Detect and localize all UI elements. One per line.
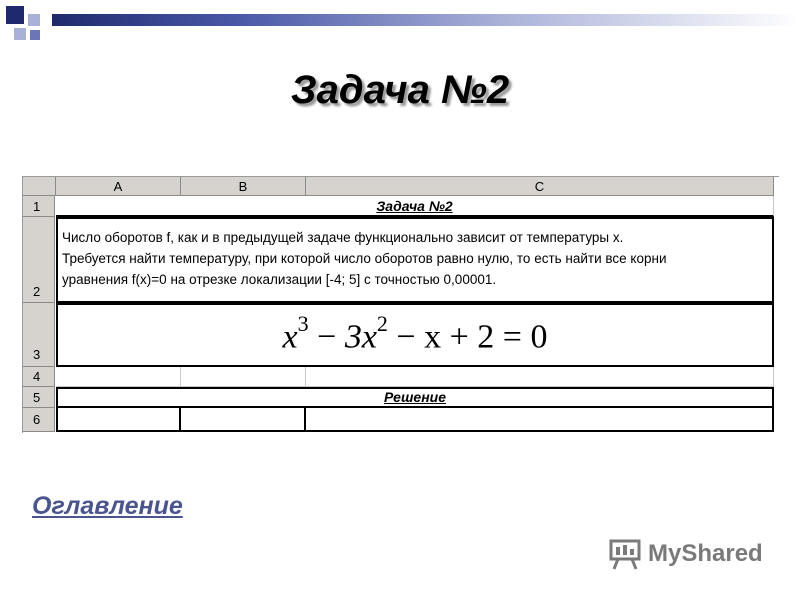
table-of-contents-link[interactable]: Оглавление [32, 492, 183, 520]
cell-b4[interactable] [181, 367, 306, 387]
corner-cell[interactable] [23, 177, 56, 196]
decor-square-1 [6, 6, 24, 24]
eq-rhs: 2 = 0 [477, 318, 548, 356]
cell-a5-merged[interactable] [56, 387, 774, 408]
sheet-task-title: Задача №2 [376, 198, 453, 214]
row-header-1[interactable]: 1 [23, 196, 55, 217]
cell-a3-merged[interactable] [56, 303, 774, 367]
watermark-text: MyShared [648, 540, 763, 567]
cell-a1-merged[interactable] [56, 196, 774, 217]
cell-a6[interactable] [56, 408, 181, 432]
cell-c6[interactable] [306, 408, 774, 432]
cell-b6[interactable] [181, 408, 306, 432]
slide-title: Задача №2 [290, 68, 510, 112]
eq-x: x [282, 318, 298, 356]
watermark [608, 536, 763, 572]
column-header-c[interactable]: C [306, 177, 774, 196]
spreadsheet [22, 176, 779, 433]
eq-minus: − [317, 318, 337, 356]
decor-square-3 [14, 28, 26, 40]
eq-3x: 3x [344, 318, 377, 356]
task-text-line-2: Требуется найти температуру, при которой число оборотов равно нулю, то есть найти все корни [62, 251, 667, 266]
decor-square-2 [28, 14, 40, 26]
row-header-5[interactable]: 5 [23, 387, 55, 408]
solution-heading: Решение [384, 389, 446, 405]
decorative-top-bar [0, 0, 800, 48]
row-header-3[interactable]: 3 [23, 303, 55, 367]
task-text-line-1: Число оборотов f, как и в предыдущей задаче функционально зависит от температуры x. [62, 230, 624, 245]
decor-gradient-bar [52, 14, 800, 26]
cell-c4[interactable] [306, 367, 774, 387]
cell-a4[interactable] [56, 367, 181, 387]
column-header-a[interactable]: A [56, 177, 181, 196]
decor-square-4 [30, 30, 40, 40]
presentation-board-icon [608, 537, 642, 571]
eq-minus-x-plus: − x + [396, 318, 469, 356]
column-header-b[interactable]: B [181, 177, 306, 196]
row-header-2[interactable]: 2 [23, 217, 55, 303]
equation [58, 311, 772, 356]
eq-power-3: 3 [297, 311, 309, 336]
eq-power-2: 2 [376, 311, 388, 336]
cell-a2-merged[interactable] [56, 217, 774, 303]
task-text-line-3: уравнения f(x)=0 на отрезке локализации [-4; 5] с точностью 0,00001. [62, 272, 497, 287]
row-header-6[interactable]: 6 [23, 408, 55, 432]
row-header-4[interactable]: 4 [23, 367, 55, 387]
